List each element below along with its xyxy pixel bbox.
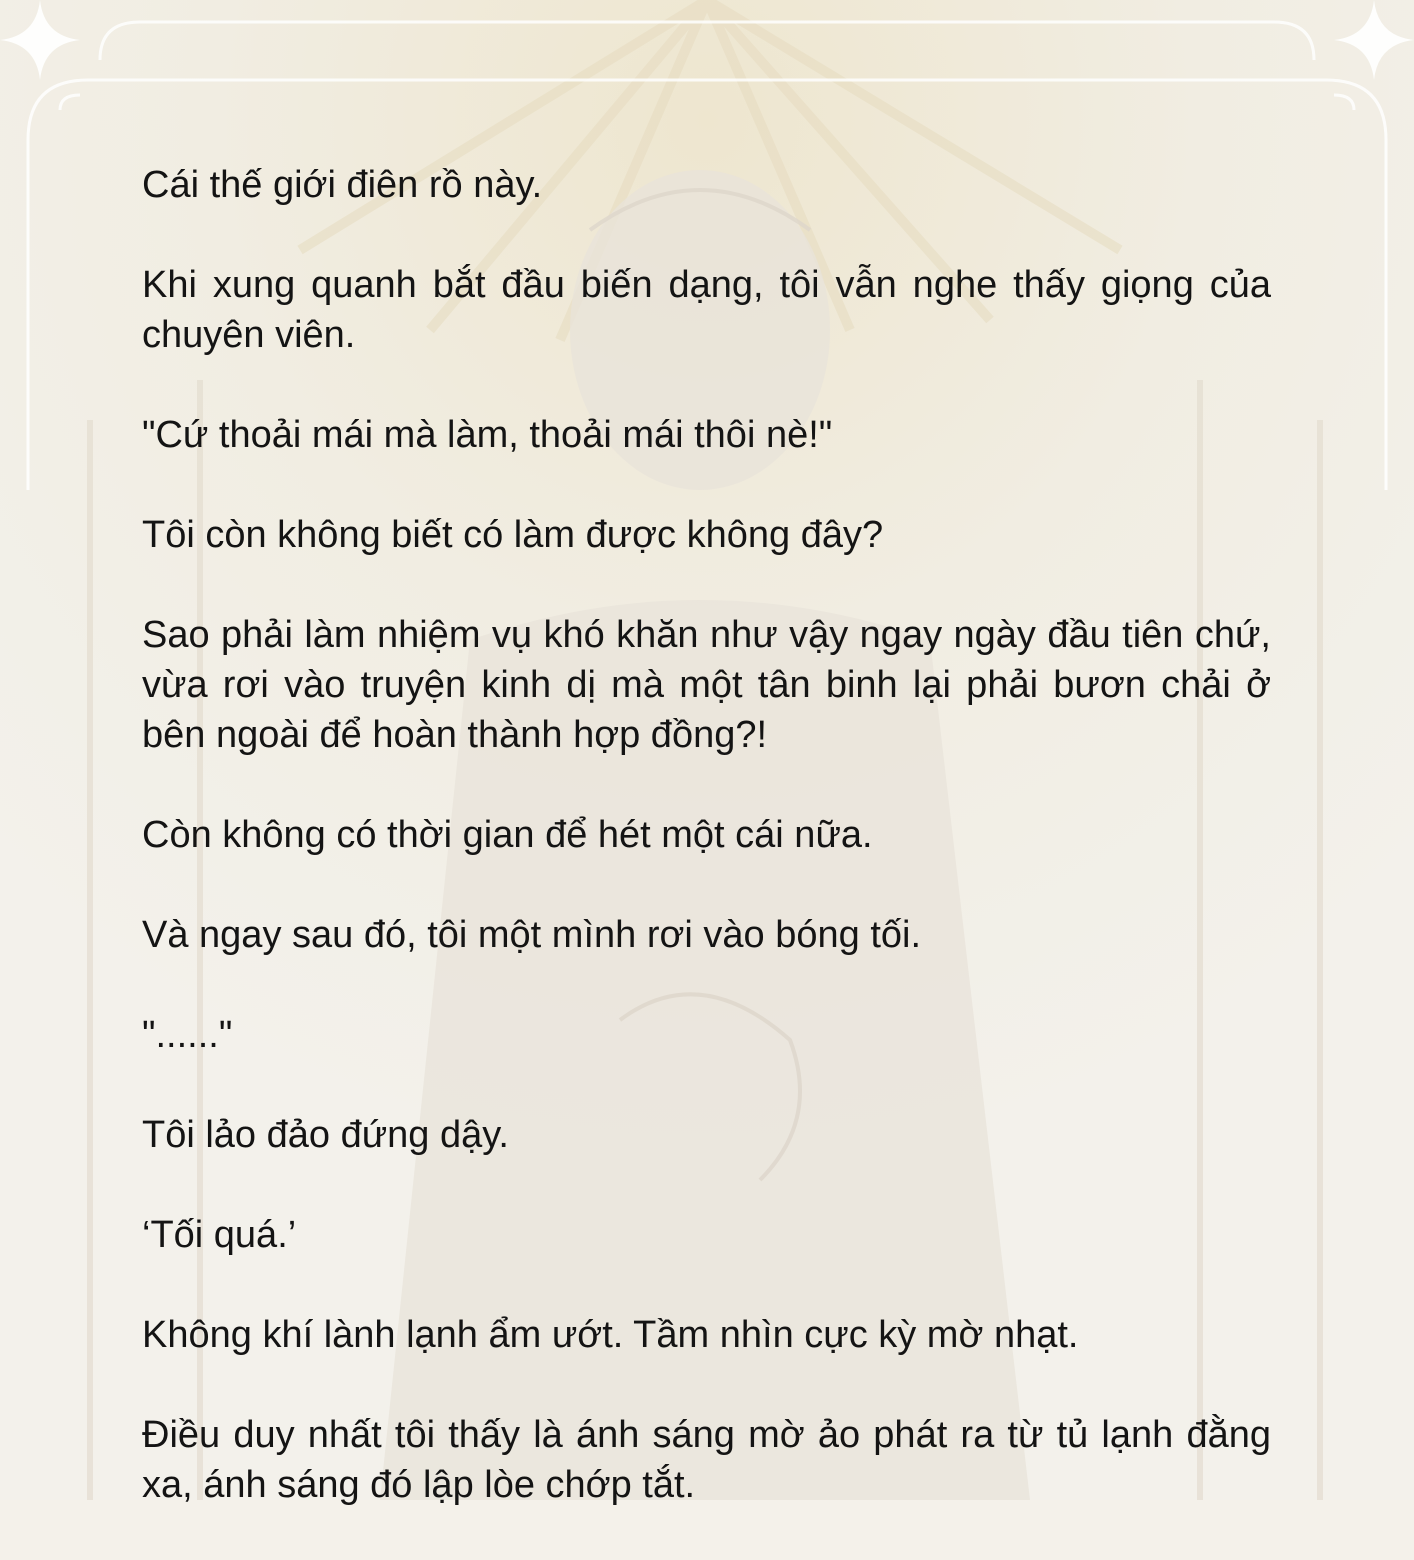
paragraph: Điều duy nhất tôi thấy là ánh sáng mờ ảo phát ra từ tủ lạnh đằng xa, ánh sáng đó lập lòe chớp tắt. bbox=[142, 1414, 1271, 1506]
paragraph: Tôi còn không biết có làm được không đây? bbox=[142, 514, 884, 556]
paragraph: Còn không có thời gian để hét một cái nữa. bbox=[142, 814, 873, 856]
story-text bbox=[142, 160, 1271, 1560]
paragraph: Khi xung quanh bắt đầu biến dạng, tôi vẫn nghe thấy giọng của chuyên viên. bbox=[142, 264, 1271, 356]
paragraph: "......" bbox=[142, 1014, 233, 1056]
paragraph: Tôi lảo đảo đứng dậy. bbox=[142, 1114, 509, 1156]
paragraph: ‘Tối quá.’ bbox=[142, 1214, 297, 1256]
paragraph: Cái thế giới điên rồ này. bbox=[142, 164, 543, 206]
paragraph: Và ngay sau đó, tôi một mình rơi vào bóng tối. bbox=[142, 914, 922, 956]
paragraph: Không khí lành lạnh ẩm ướt. Tầm nhìn cực kỳ mờ nhạt. bbox=[142, 1314, 1079, 1356]
corner-star-right bbox=[1334, 0, 1414, 80]
corner-star-left bbox=[0, 0, 80, 80]
paragraph: "Cứ thoải mái mà làm, thoải mái thôi nè!" bbox=[142, 414, 833, 456]
paragraph: Sao phải làm nhiệm vụ khó khăn như vậy ngay ngày đầu tiên chứ, vừa rơi vào truyện kinh dị mà một tân binh lại phải bươn chải ở bên ngoài để hoàn thành hợp đồng?! bbox=[142, 614, 1271, 756]
